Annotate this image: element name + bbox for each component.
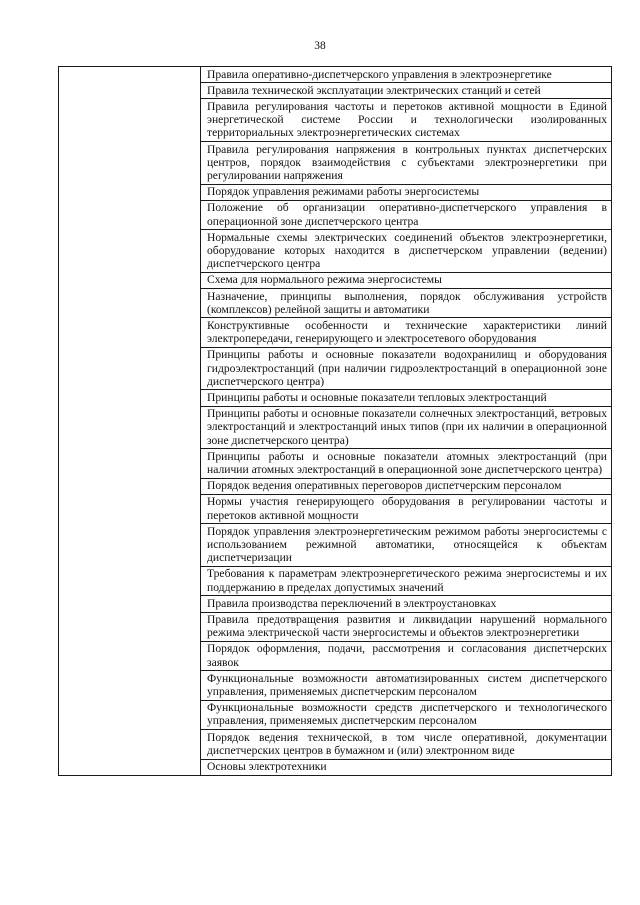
topic-item: Принципы работы и основные показатели солнечных электростанций, ветровых электростанций и электростанций иных типов (при их наличии в операционной зоне диспетчерского центра) xyxy=(201,407,611,450)
topic-item: Функциональные возможности средств диспетчерского и технологического управления, применяемых диспетчерским персоналом xyxy=(201,701,611,730)
topic-item: Нормы участия генерирующего оборудования в регулировании частоты и перетоков активной мощности xyxy=(201,495,611,524)
topic-item: Правила технической эксплуатации электрических станций и сетей xyxy=(201,83,611,99)
topic-item: Конструктивные особенности и технические характеристики линий электропередачи, генерирующего и электросетевого оборудования xyxy=(201,318,611,347)
topic-item: Схема для нормального режима энергосистемы xyxy=(201,273,611,289)
topic-item: Принципы работы и основные показатели тепловых электростанций xyxy=(201,390,611,406)
topic-item: Функциональные возможности автоматизированных систем диспетчерского управления, применяемых диспетчерским персоналом xyxy=(201,671,611,700)
topic-item: Требования к параметрам электроэнергетического режима энергосистемы и их поддержанию в пределах допустимых значений xyxy=(201,567,611,596)
topic-list xyxy=(201,67,611,775)
topic-item: Порядок ведения оперативных переговоров диспетчерским персоналом xyxy=(201,479,611,495)
topics-cell xyxy=(201,67,612,776)
topic-item: Основы электротехники xyxy=(207,760,327,774)
topic-item: Принципы работы и основные показатели водохранилищ и оборудования гидроэлектростанций (при наличии гидроэлектростанций в операционной зоне диспетчерского центра) xyxy=(201,348,611,391)
topic-item: Положение об организации оперативно-диспетчерского управления в операционной зоне диспетчерского центра xyxy=(201,201,611,230)
topic-item: Правила регулирования частоты и перетоков активной мощности в Единой энергетической системе России и технологически изолированных территориальных электроэнергетических системах xyxy=(201,99,611,142)
topic-item: Принципы работы и основные показатели атомных электростанций (при наличии атомных электростанций в операционной зоне диспетчерского центра) xyxy=(201,449,611,478)
topic-item: Порядок ведения технической, в том числе оперативной, документации диспетчерских центров в бумажном и (или) электронном виде xyxy=(201,730,611,759)
topic-item: Правила производства переключений в электроустановках xyxy=(201,596,611,612)
topic-item: Правила оперативно-диспетчерского управления в электроэнергетике xyxy=(201,67,611,83)
topic-item: Порядок управления электроэнергетическим режимом работы энергосистемы с использованием режимной автоматики, относящейся к объектам диспетчеризации xyxy=(201,524,611,567)
topic-item: Правила регулирования напряжения в контрольных пунктах диспетчерских центров, порядок взаимодействия с субъектами электроэнергетики при регулировании напряжения xyxy=(201,142,611,185)
topic-item: Нормальные схемы электрических соединений объектов электроэнергетики, оборудование которых находится в диспетчерском управлении (ведении) диспетчерского центра xyxy=(201,230,611,273)
topic-item: Назначение, принципы выполнения, порядок обслуживания устройств (комплексов) релейной защиты и автоматики xyxy=(201,289,611,318)
requirements-table xyxy=(58,66,612,776)
left-column-cell xyxy=(59,67,201,776)
topic-item: Правила предотвращения развития и ликвидации нарушений нормального режима электрической части энергосистемы и объектов электроэнергетики xyxy=(201,613,611,642)
page-number: 38 xyxy=(314,40,326,52)
topic-item: Порядок управления режимами работы энергосистемы xyxy=(201,185,611,201)
topic-item: Порядок оформления, подачи, рассмотрения и согласования диспетчерских заявок xyxy=(201,642,611,671)
table-row xyxy=(59,67,612,776)
